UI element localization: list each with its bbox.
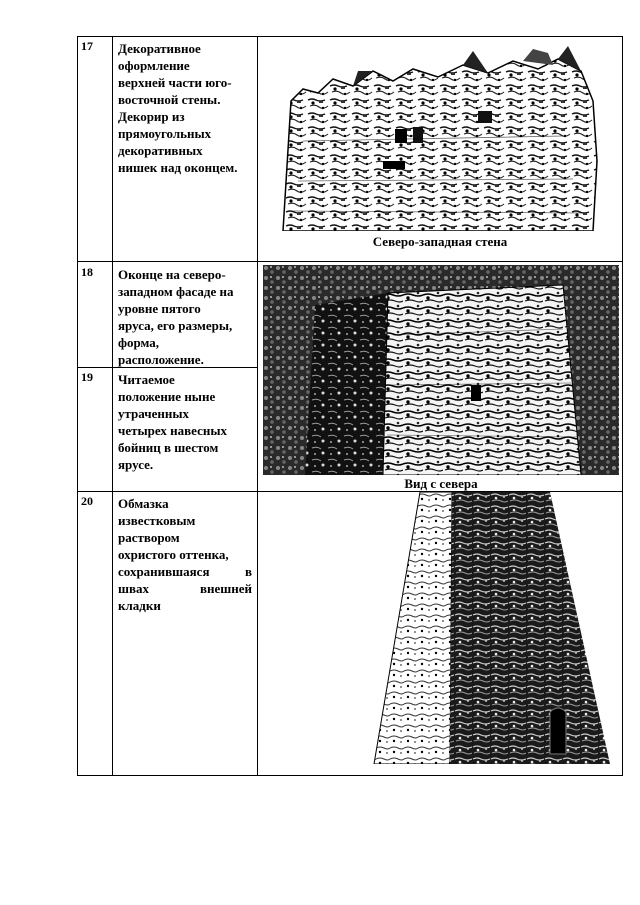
row-number-18: 18 (81, 265, 93, 279)
desc-line: охристого оттенка, (118, 547, 229, 562)
desc-line: декоративных (118, 143, 203, 158)
column-divider-1 (112, 36, 113, 776)
table-border-right (622, 36, 623, 776)
row-description-17 (118, 40, 254, 176)
photo-caption-northwest: Северо-западная стена (372, 234, 508, 249)
desc-line: форма, (118, 335, 160, 350)
documentation-table (77, 36, 623, 776)
desc-line: известковым (118, 513, 196, 528)
row-number-19: 19 (81, 370, 93, 384)
desc-line: оформление (118, 58, 190, 73)
desc-line: восточной стены. (118, 92, 221, 107)
desc-line: раствором (118, 530, 180, 545)
row-divider-17-18 (77, 261, 623, 262)
desc-line: западном фасаде на (118, 284, 234, 299)
desc-line: кладки (118, 598, 161, 613)
desc-line: Обмазка (118, 496, 169, 511)
desc-line: Декорир из (118, 109, 185, 124)
desc-line: Декоративное (118, 41, 201, 56)
desc-line: Читаемое (118, 372, 175, 387)
desc-line: прямоугольных (118, 126, 212, 141)
desc-line: сохранившаяся в (118, 564, 252, 579)
desc-line: Оконце на северо- (118, 267, 226, 282)
photo-view-from-north (263, 265, 619, 475)
column-divider-2 (257, 36, 258, 776)
photo-northwest-wall (263, 41, 617, 231)
table-border-bottom (77, 775, 623, 776)
desc-line: утраченных (118, 406, 189, 421)
row-description-20 (118, 495, 252, 614)
row-number-17: 17 (81, 39, 93, 53)
desc-line: расположение. (118, 352, 204, 367)
photo-caption-north: Вид с севера (404, 476, 478, 491)
desc-line: швах внешней (118, 581, 252, 596)
row-number-20: 20 (81, 494, 93, 508)
desc-line: положение ныне (118, 389, 216, 404)
desc-line: четырех навесных (118, 423, 227, 438)
desc-line: яруса, его размеры, (118, 318, 233, 333)
desc-line: бойниц в шестом (118, 440, 219, 455)
table-border-left (77, 36, 78, 776)
desc-line: нишек над оконцем. (118, 160, 238, 175)
desc-line: ярусе. (118, 457, 154, 472)
row-description-19 (118, 371, 254, 473)
table-border-top (77, 36, 623, 37)
row-description-18 (118, 266, 254, 368)
desc-line: верхней части юго- (118, 75, 232, 90)
photo-tower-masonry (292, 492, 622, 764)
desc-line: уровне пятого (118, 301, 201, 316)
